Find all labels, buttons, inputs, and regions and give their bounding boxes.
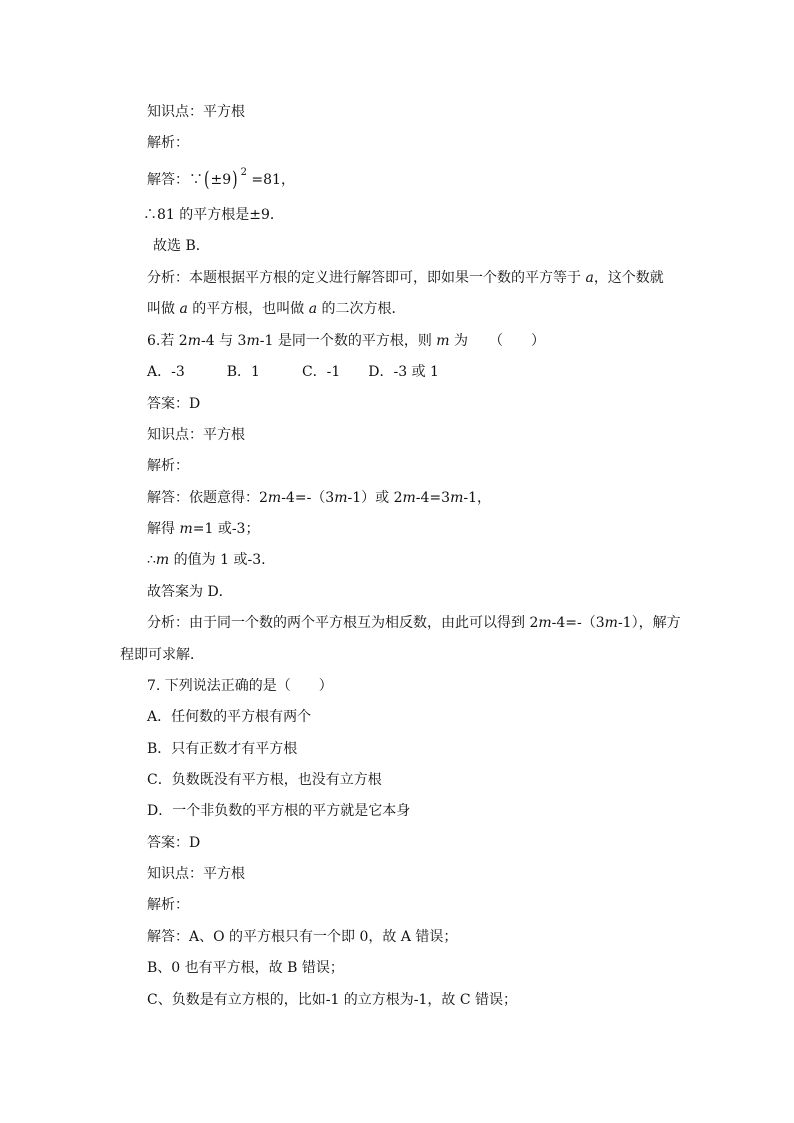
q6-choice: 故答案为 D．: [147, 584, 233, 600]
q7-option-a: A．任何数的平方根有两个: [147, 709, 312, 725]
q5-conclusion: ∴81 的平方根是±9．: [143, 207, 284, 223]
variable-a: a: [308, 301, 318, 317]
q6-knowledge-point: 知识点：平方根: [147, 427, 245, 443]
variable-m: m: [246, 333, 260, 349]
q6-answer: 答案：D: [147, 396, 201, 412]
q5-note-line-1: 分析：本题根据平方根的定义进行解答即可，即如果一个数的平方等于 a，这个数就: [147, 270, 664, 286]
q5-solution-line: 解答：∵(±9) $^2$ =81，: [147, 167, 295, 192]
q6-result-line: 解得 m=1 或-3；: [147, 521, 260, 537]
q7-option-c: C．负数既没有平方根，也没有立方根: [147, 772, 382, 788]
q6-solution-line: 解答：依题意得：2m-4=-（3m-1）或 2m-4=3m-1，: [147, 490, 491, 506]
q6-options: A．-3 B．1 C．-1 D．-3 或 1: [147, 364, 439, 380]
q6-note-line-1: 分析：由于同一个数的两个平方根互为相反数，由此可以得到 2m-4=-（3m-1），解方: [147, 615, 681, 631]
q7-solution-line-3: C、负数是有立方根的，比如-1 的立方根为-1，故 C 错误；: [147, 992, 518, 1008]
q6-stem: 6.若 2m-4 与 3m-1 是同一个数的平方根，则 m 为 （ ）: [147, 333, 546, 349]
q5-expr-result: =81，: [251, 172, 295, 188]
q7-knowledge-point: 知识点：平方根: [147, 866, 245, 882]
q6-analysis-label: 解析：: [147, 458, 189, 474]
q7-analysis-label: 解析：: [147, 897, 189, 913]
q7-stem: 7. 下列说法正确的是（ ）: [147, 678, 333, 694]
q5-expr-inner: ±9: [210, 172, 232, 188]
variable-a: a: [585, 270, 594, 286]
q5-exponent: 2: [240, 167, 247, 178]
q5-analysis-label: 解析：: [147, 135, 189, 151]
variable-m: m: [187, 333, 201, 349]
q5-choice: 故选 B．: [153, 238, 210, 254]
q5-knowledge-point: 知识点：平方根: [147, 104, 245, 120]
variable-m: m: [436, 333, 450, 349]
q6-note-line-2: 程即可求解．: [120, 647, 204, 663]
variable-a: a: [179, 301, 188, 317]
q6-value-line: ∴m 的值为 1 或-3.: [147, 552, 266, 568]
q7-answer: 答案：D: [147, 835, 201, 851]
q7-solution-line-2: B、0 也有平方根，故 B 错误；: [147, 960, 344, 976]
q7-option-d: D．一个非负数的平方根的平方就是它本身: [147, 803, 411, 819]
q5-note-line-2: 叫做 a 的平方根，也叫做 a 的二次方根．: [147, 301, 406, 317]
q7-option-b: B．只有正数才有平方根: [147, 741, 298, 757]
q7-solution-line-1: 解答：A、O 的平方根只有一个即 0，故 A 错误；: [147, 929, 458, 945]
q5-solution-prefix: 解答：∵: [147, 172, 203, 188]
